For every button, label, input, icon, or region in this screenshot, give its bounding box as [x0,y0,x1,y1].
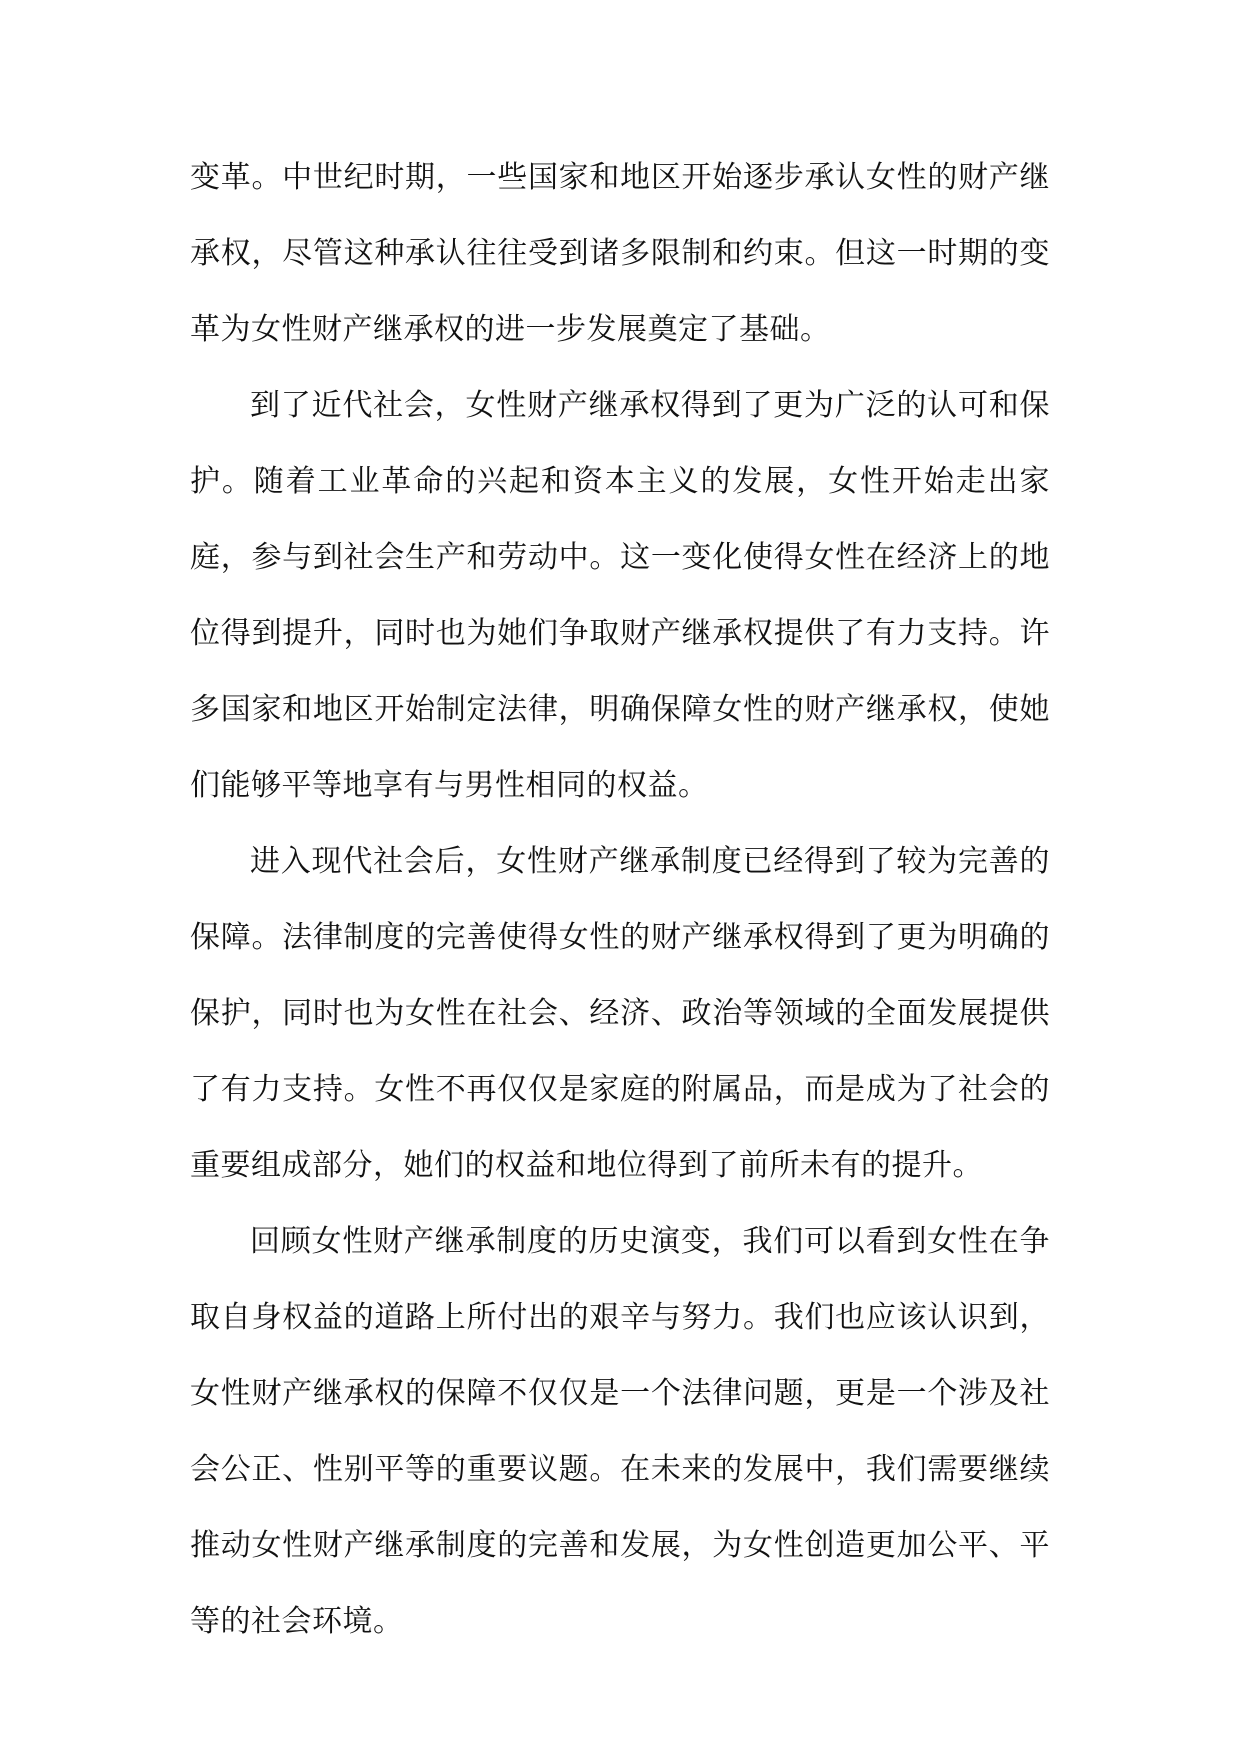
paragraph-conclusion: 回顾女性财产继承制度的历史演变，我们可以看到女性在争取自身权益的道路上所付出的艰辛与努力。我们也应该认识到，女性财产继承权的保障不仅仅是一个法律问题，更是一个涉及社会公正、性别平等的重要议题。在未来的发展中，我们需要继续推动女性财产继承制度的完善和发展，为女性创造更加公平、平等的社会环境。 [190,1224,1050,1639]
paragraph-contemporary-era: 进入现代社会后，女性财产继承制度已经得到了较为完善的保障。法律制度的完善使得女性的财产继承权得到了更为明确的保护，同时也为女性在社会、经济、政治等领域的全面发展提供了有力支持。女性不再仅仅是家庭的附属品，而是成为了社会的重要组成部分，她们的权益和地位得到了前所未有的提升。 [190,844,1050,1183]
body-text [190,140,1050,1660]
paragraph-continuation: 变革。中世纪时期，一些国家和地区开始逐步承认女性的财产继承权，尽管这种承认往往受到诸多限制和约束。但这一时期的变革为女性财产继承权的进一步发展奠定了基础。 [190,160,1050,347]
paragraph-modern-era: 到了近代社会，女性财产继承权得到了更为广泛的认可和保护。随着工业革命的兴起和资本主义的发展，女性开始走出家庭，参与到社会生产和劳动中。这一变化使得女性在经济上的地位得到提升，同时也为她们争取财产继承权提供了有力支持。许多国家和地区开始制定法律，明确保障女性的财产继承权，使她们能够平等地享有与男性相同的权益。 [190,388,1050,803]
